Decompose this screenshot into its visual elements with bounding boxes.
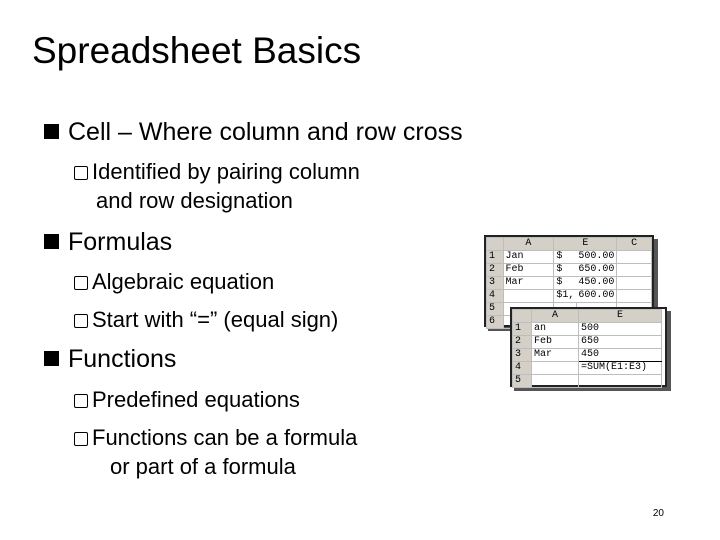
cell: Feb [532,336,579,349]
sub-bullet-identified [74,157,360,215]
square-bullet-icon [44,124,59,139]
bullet-functions [44,345,176,374]
cell [579,375,662,388]
sub-bullet-identified-line2: and row designation [96,188,293,213]
table-row: 2 Feb $ 650.00 [487,264,652,277]
checkbox-bullet-icon [74,432,88,446]
cell: $1, [554,290,577,303]
bullet-cell-label: Cell – Where column and row cross [68,118,463,146]
table-row: 1 Jan $ 500.00 [487,251,652,264]
table-row: 2 Feb 650 [513,336,662,349]
cell: 450 [579,349,662,362]
cell: $ [554,251,577,264]
bullet-formulas-label: Formulas [68,228,173,256]
checkbox-bullet-icon [74,314,88,328]
cell: $ [554,264,577,277]
cell: Feb [503,264,554,277]
cell: $ [554,277,577,290]
table-row: 5 [513,375,662,388]
cell [532,362,579,375]
cell [617,264,652,277]
cell: 450.00 [576,277,617,290]
sub-bullet-functions-formula [74,423,357,481]
bullet-cell [44,118,463,147]
sub-bullet-algebraic-label: Algebraic equation [92,269,275,294]
sub-bullet-start-with-label: Start with “=” (equal sign) [92,307,339,332]
sub-bullet-functions-formula-line1: Functions can be a formula [92,425,358,450]
sub-bullet-start-with [74,305,338,334]
slide-title: Spreadsheet Basics [32,30,362,71]
cell: =SUM(E1:E3) [579,362,662,375]
sub-bullet-predefined [74,385,300,414]
sub-bullet-algebraic [74,267,274,296]
cell [503,290,554,303]
checkbox-bullet-icon [74,166,88,180]
cell: an [532,323,579,336]
corner-cell [513,310,532,323]
cell [617,251,652,264]
spreadsheet-image-formulas [510,307,667,387]
checkbox-bullet-icon [74,276,88,290]
page-number: 20 [652,508,664,519]
cell: 500.00 [576,251,617,264]
cell: Jan [503,251,554,264]
checkbox-bullet-icon [74,394,88,408]
table-row: 3 Mar 450 [513,349,662,362]
col-header-a: A [503,238,554,251]
cell [532,375,579,388]
col-header-e: E [579,310,662,323]
corner-cell [487,238,504,251]
bullet-functions-label: Functions [68,345,177,373]
sub-bullet-identified-line1: Identified by pairing column [92,159,360,184]
col-header-c: C [617,238,652,251]
col-header-e: E [554,238,617,251]
sub-bullet-functions-formula-line2: or part of a formula [110,454,296,479]
cell: 650.00 [576,264,617,277]
sub-bullet-predefined-label: Predefined equations [92,387,300,412]
table-row: 5 [487,303,652,316]
cell: 600.00 [576,290,617,303]
table-row: 6 [487,316,652,329]
cell: Mar [532,349,579,362]
cell [617,277,652,290]
cell: 650 [579,336,662,349]
cell [617,290,652,303]
cell: 500 [579,323,662,336]
col-header-a: A [532,310,579,323]
square-bullet-icon [44,234,59,249]
table-row: 1 an 500 [513,323,662,336]
bullet-formulas [44,228,172,257]
table-row: 4 $1, 600.00 [487,290,652,303]
table-row: 4 =SUM(E1:E3) [513,362,662,375]
square-bullet-icon [44,351,59,366]
cell: Mar [503,277,554,290]
table-row: 3 Mar $ 450.00 [487,277,652,290]
